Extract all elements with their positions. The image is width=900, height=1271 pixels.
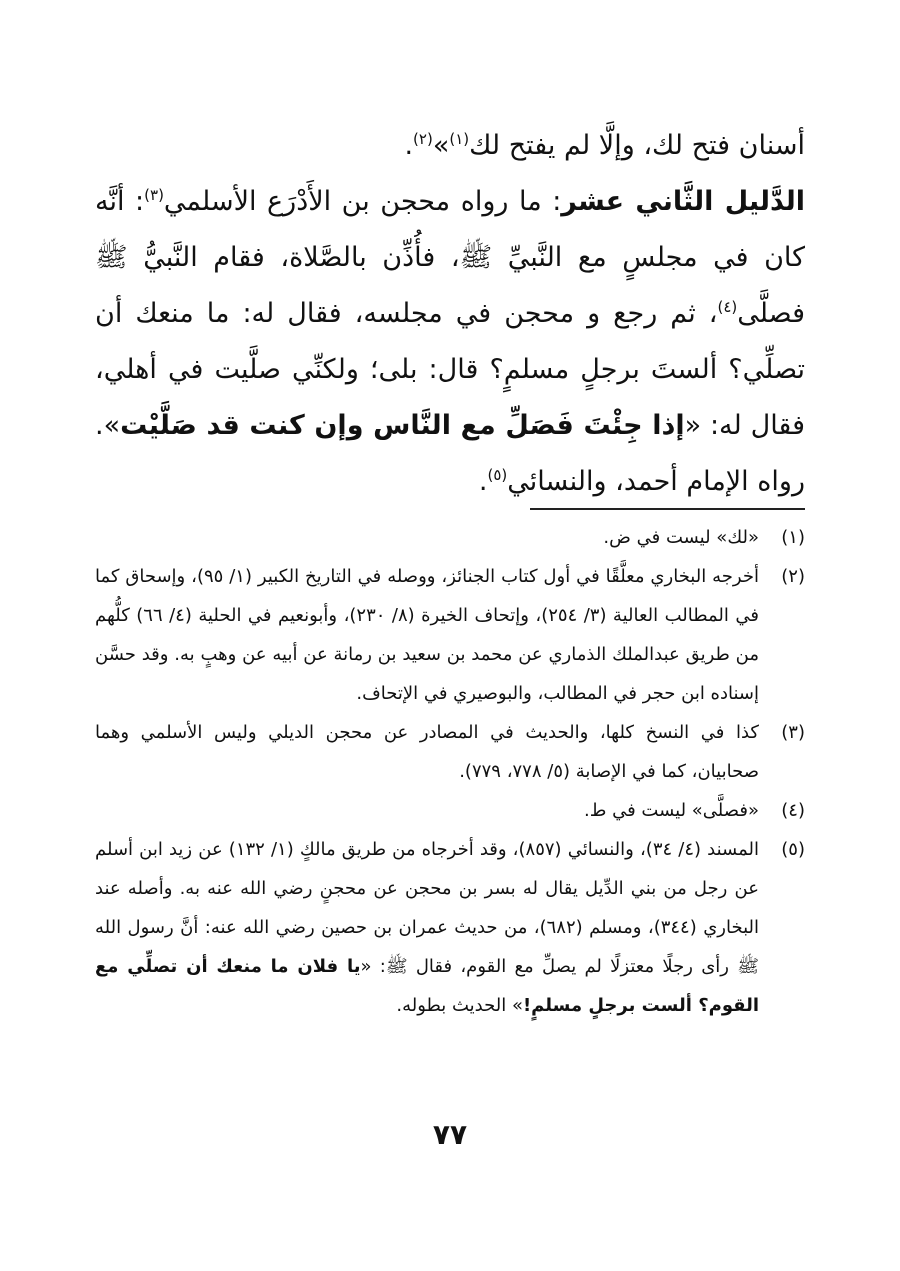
footnote-text: «فصلَّى» ليست في ط. bbox=[584, 800, 759, 821]
paragraph-2-text-1: : أنَّه كان في مجلسٍ مع النَّبيِّ ﷺ، فأُذِّن بالصَّلاة، فقام النَّبيُّ ﷺ فصلَّى bbox=[95, 186, 805, 329]
footnote-3 bbox=[95, 713, 805, 791]
footnote-text bbox=[95, 830, 759, 1025]
footnote-separator bbox=[530, 508, 805, 510]
footnote-number: (١) bbox=[781, 527, 805, 548]
footnote-number: (٤) bbox=[781, 800, 805, 821]
footnote-text: أخرجه البخاري معلَّقًا في أول كتاب الجنائز، ووصله في التاريخ الكبير (١/ ٩٥)، وإسحاق كما في المطالب العالية (٣/ ٢٥٤)، وإتحاف الخيرة (٨/ ٢٣٠)، وأبونعيم في الحلية (٤/ ٦٦) كلُّهم من طريق عبدالملك الذماري عن محمد بن سعيد بن رمانة عن أبيه عن وهبٍ به. وقد حسَّن إسناده ابن حجر في المطالب، والبوصيري في الإتحاف. bbox=[95, 566, 759, 704]
paragraph-1-end: . bbox=[404, 130, 414, 161]
main-text bbox=[95, 118, 805, 510]
paragraph-1 bbox=[95, 118, 805, 174]
footnotes bbox=[95, 518, 805, 1025]
paragraph-2 bbox=[95, 174, 805, 510]
footnote-number: (٢) bbox=[781, 566, 805, 587]
paragraph-1-text: أسنان فتح لك، وإلَّا لم يفتح لك bbox=[469, 130, 805, 161]
footnote-text: «لك» ليست في ض. bbox=[603, 527, 759, 548]
footnote-ref-2: (٢) bbox=[413, 130, 433, 148]
evidence-heading: الدَّليل الثَّاني عشر bbox=[561, 186, 805, 217]
footnote-5-text-a: المسند (٤/ ٣٤)، والنسائي (٨٥٧)، وقد أخرجاه من طريق مالكٍ (١/ ١٣٢) عن زيد ابن أسلم عن رجل من بني الدِّيل يقال له بسر بن محجن عن محجنٍ رضي الله عنه به. وأصله عند البخاري (٣٤٤)، ومسلم (٦٨٢)، من حديث عمران بن حصين رضي الله عنه: أنَّ رسول الله ﷺ رأى رجلًا معتزلًا لم يصلِّ مع القوم، فقال ﷺ: « bbox=[95, 839, 760, 977]
footnote-text: كذا في النسخ كلها، والحديث في المصادر عن محجن الديلي وليس الأسلمي وهما صحابيان، كما في الإصابة (٥/ ٧٧٨، ٧٧٩). bbox=[95, 722, 759, 782]
footnote-ref-5: (٥) bbox=[487, 466, 508, 484]
paragraph-2-intro: : ما رواه محجن بن الأَدْرَع الأسلمي bbox=[163, 186, 562, 217]
footnote-1 bbox=[95, 518, 805, 557]
page-number: ٧٧ bbox=[432, 1118, 468, 1151]
footnote-number: (٥) bbox=[781, 839, 805, 860]
footnote-5-quote: يا فلان ما منعك أن تصلِّي مع القوم؟ ألست برجلٍ مسلمٍ! bbox=[95, 956, 759, 1016]
footnote-ref-1: (١) bbox=[449, 130, 470, 148]
paragraph-2-end: . bbox=[478, 466, 488, 497]
footnote-ref-3: (٣) bbox=[144, 186, 164, 204]
footnote-5-text-b: » الحديث بطوله. bbox=[396, 995, 523, 1016]
hadith-quote: إذا جِئْتَ فَصَلِّ مع النَّاس وإن كنت قد صَلَّيْت bbox=[120, 410, 685, 441]
footnote-5 bbox=[95, 830, 805, 1025]
footnote-2 bbox=[95, 557, 805, 713]
footnote-number: (٣) bbox=[781, 722, 805, 743]
footnote-ref-4: (٤) bbox=[717, 298, 738, 316]
footnote-4 bbox=[95, 791, 805, 830]
quote-close: » bbox=[432, 130, 450, 161]
paragraph-2-text-3: ». رواه الإمام أحمد، والنسائي bbox=[95, 410, 805, 497]
paragraph-2-text-2: ، ثم رجع و محجن في مجلسه، فقال له: ما منعك أن تصلِّي؟ ألستَ برجلٍ مسلمٍ؟ قال: بلى؛ ولكنِّي صلَّيت في أهلي، فقال له: « bbox=[95, 298, 805, 441]
page bbox=[95, 118, 805, 1271]
